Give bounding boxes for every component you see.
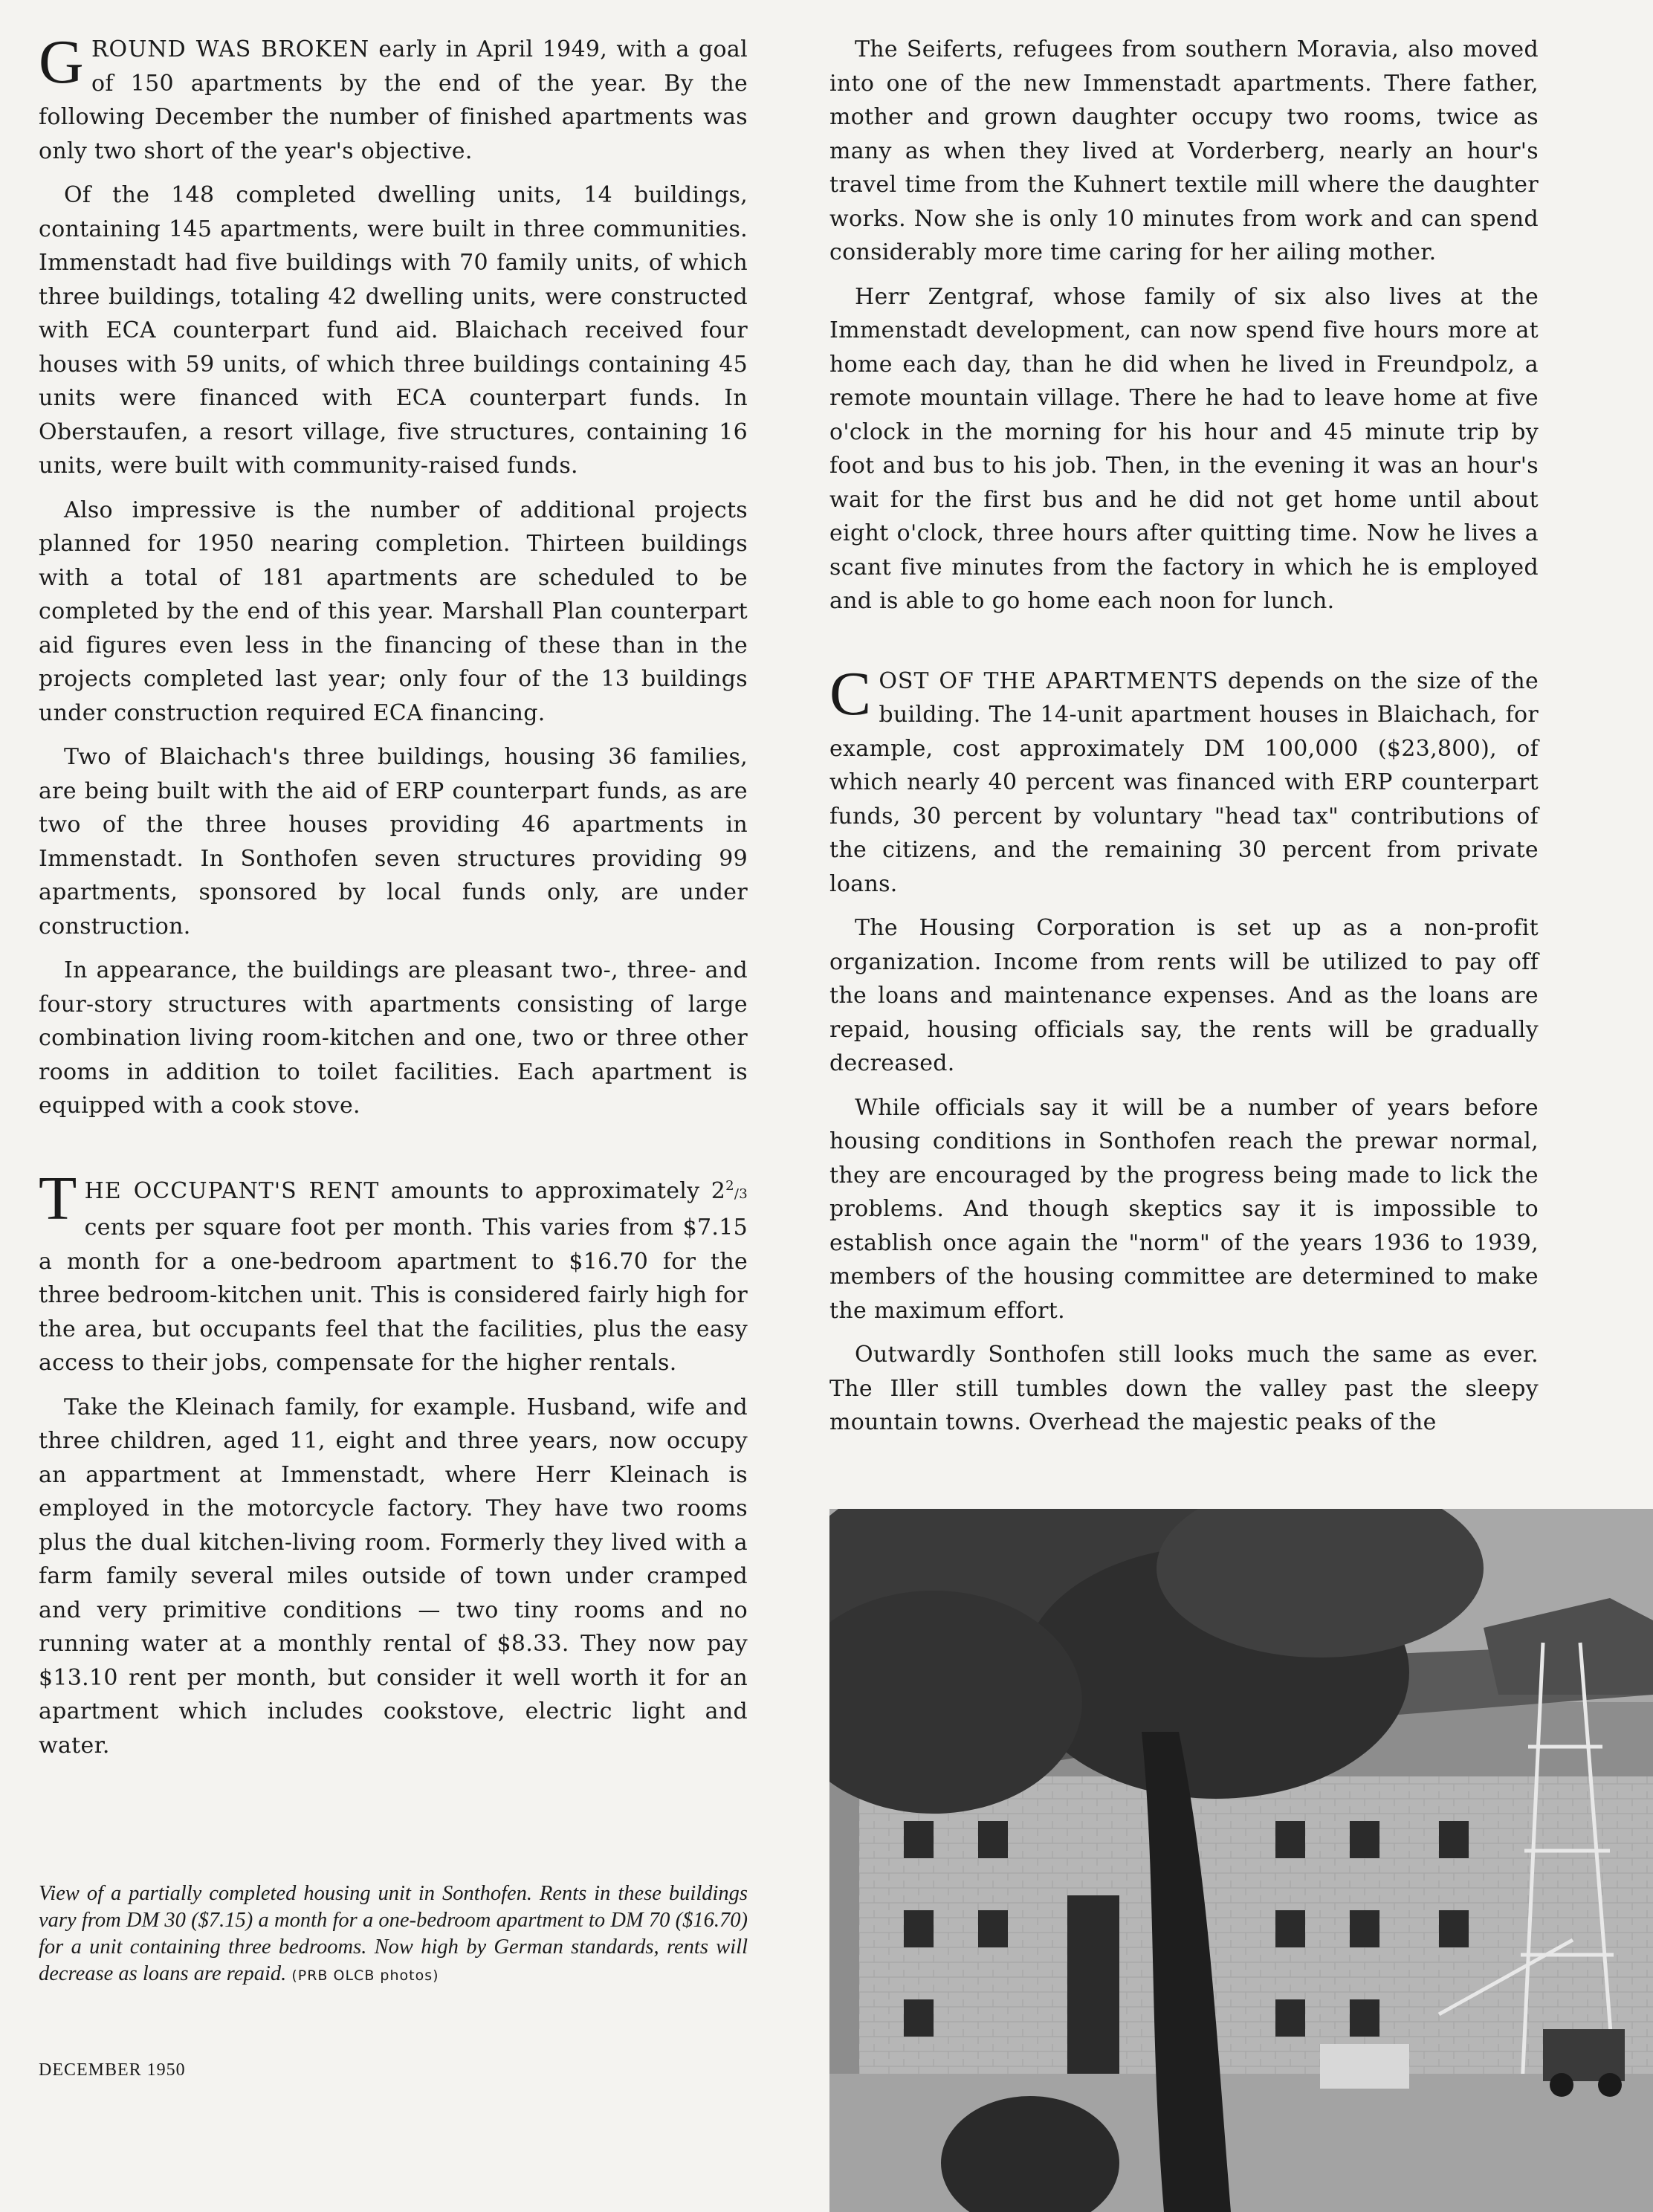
photo-caption [39,1880,748,1989]
housing-construction-photo [829,1509,1653,2212]
paragraph-text: depends on the size of the building. The 14-unit apartment houses in Blaichach, for example, cost approximately DM 100,000 ($23,800), of which nearly 40 percent was financed with ERP counterpart funds, 30 percent by voluntary "head tax" contributions of the citizens, and the remaining 30 percent from private loans. [829,667,1539,897]
article-paragraph: Herr Zentgraf, whose family of six also lives at the Immenstadt development, can now spend five hours more at home each day, than he did when he lived in Freundpolz, a remote mountain village. There he had to leave home at five o'clock in the morning for his hour and 45 minute trip by foot and bus to his job. Then, in the evening it was an hour's wait for the first bus and he did not get home until about eight o'clock, three hours after quitting time. Now he lives a scant five minutes from the factory in which he is employed and is able to go home each noon for lunch. [829,283,1539,614]
article-paragraph: Outwardly Sonthofen still looks much the same as ever. The Iller still tumbles down the valley past the sleepy mountain towns. Overhead the majestic peaks of the [829,1342,1539,1435]
lead-in-caps: ROUND WAS BROKEN [91,36,370,62]
article-paragraph: Two of Blaichach's three buildings, housing 36 families, are being built with the aid of ERP counterpart funds, as are two of the three houses providing 46 apartments in Immenstadt. In Sonthofen seven structures providing 99 apartments, sponsored by local funds only, are under construction. [39,744,748,940]
paragraph-text: amounts to approximately 2 [379,1177,726,1204]
lead-in-caps: OST OF THE APARTMENTS [879,667,1219,694]
article-paragraph: Take the Kleinach family, for example. Husband, wife and three children, aged 11, eight and three years, now occupy an appartment at Immenstadt, where Herr Kleinach is employed in the motorcycle factory. They have two rooms plus the dual kitchen-living room. Formerly they lived with a farm family several miles outside of town under cramped and very primitive conditions — two tiny rooms and no running water at a monthly rental of $8.33. They now pay $13.10 rent per month, but consider it well worth it for an apartment which includes cookstove, electric light and water. [39,1394,748,1759]
article-paragraph: Of the 148 completed dwelling units, 14 buildings, containing 145 apartments, were built in three communities. Immenstadt had five buildings with 70 family units, of which three buildings, totaling 42 dwelling units, were constructed with ECA counterpart fund aid. Blaichach received four houses with 59 units, of which three buildings containing 45 units were financed with ECA counterpart funds. In Oberstaufen, a resort village, five structures, containing 16 units, were built with community-raised funds. [39,182,748,479]
article-paragraph [39,28,748,168]
drop-cap: T [39,1163,77,1233]
photo-illustration [829,1509,1653,2212]
paragraph-text: cents per square foot per month. This varies from $7.15 a month for a one-bedroom apartment to $16.70 for the three bedroom-kitchen unit. This is considered fairly high for the area, but occupants feel that the facilities, plus the easy access to their jobs, compensate for the higher rentals. [39,1215,748,1376]
article-paragraph: The Housing Corporation is set up as a non-profit organization. Income from rents will be utilized to pay off the loans and maintenance expenses. And as the loans are repaid, housing officials say, the rents will be gradually decreased. [829,915,1539,1076]
article-paragraph: While officials say it will be a number of years before housing conditions in Sonthofen reach the prewar normal, they are encouraged by the progress being made to lick the problems. And though skeptics say it is impossible to establish once again the "norm" of the years 1936 to 1939, members of the housing committee are determined to make the maximum effort. [829,1094,1539,1324]
paragraph-text: early in April 1949, with a goal of 150 apartments by the end of the year. By the following December the number of finished apartments was only two short of the year's objective. [39,36,748,164]
article-paragraph: Also impressive is the number of additional projects planned for 1950 nearing completion. Thirteen buildings with a total of 181 apartments are scheduled to be completed by the end of this year. Marshall Plan counterpart aid figures even less in the financing of these than in the projects completed last year; only four of the 13 buildings under construction required ECA financing. [39,497,748,726]
section-spacer [39,1134,748,1169]
caption-text: View of a partially completed housing unit in Sonthofen. Rents in these buildings vary from DM 30 ($7.15) a month for a one-bedroom apartment to DM 70 ($16.70) for a unit containing three bedrooms. Now high by German standards, rents will decrease as loans are repaid. [39,1882,748,1985]
drop-cap: G [39,28,84,97]
article-paragraph [829,659,1539,902]
left-column [39,28,748,1773]
drop-cap: C [829,659,872,728]
section-spacer [829,629,1539,664]
fraction: 2 [725,1177,734,1194]
article-paragraph: THE OCCUPANT'S RENT amounts to approximately $2^2/3$ cents per square foot per month. This varies from $7.15 a month for a one-bedroom apartment to $16.70 for the three bedroom-kitchen unit. This is considered fairly high for the area, but occupants feel that the facilities, plus the easy access to their jobs, compensate for the higher rentals. [39,1163,748,1376]
right-column [829,33,1539,1450]
article-paragraph: In appearance, the buildings are pleasant two-, three- and four-story structures with apartments consisting of large combination living room-kitchen and one, two or three other rooms in addition to toilet facilities. Each apartment is equipped with a cook stove. [39,957,748,1119]
lead-in-caps: HE OCCUPANT'S RENT [84,1177,380,1204]
photo-credit: (PRB OLCB photos) [291,1967,439,1984]
page-footer-date: DECEMBER 1950 [39,2060,186,2080]
article-paragraph: The Seiferts, refugees from southern Moravia, also moved into one of the new Immenstadt apartments. There father, mother and grown daughter occupy two rooms, twice as many as when they lived at Vorderberg, nearly an hour's travel time from the Kuhnert textile mill where the daughter works. Now she is only 10 minutes from work and can spend considerably more time caring for her ailing mother. [829,36,1539,265]
